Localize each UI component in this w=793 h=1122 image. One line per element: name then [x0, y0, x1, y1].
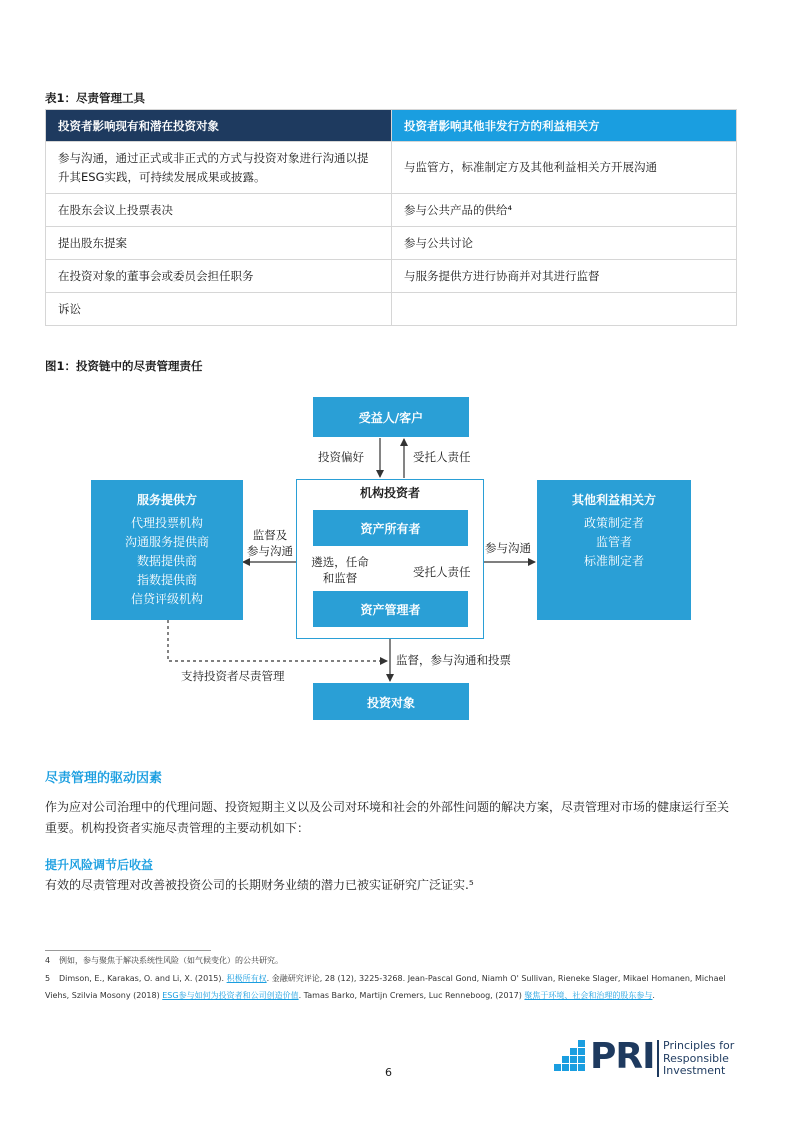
logo-square [562, 1056, 569, 1063]
page-number: 6 [385, 1066, 392, 1079]
other-stakeholders-box [537, 480, 691, 620]
section-title: 尽责管理的驱动因素 [45, 771, 163, 786]
investment-pref-label: 投资偏好 [318, 450, 364, 464]
pri-logo [554, 1036, 744, 1078]
footnote-link[interactable]: ESG参与如何为投资者和公司创造价值 [162, 991, 299, 1000]
service-provider-item: 沟通服务提供商 [124, 535, 209, 549]
logo-line: Principles for [663, 1039, 735, 1052]
logo-line: Investment [663, 1064, 726, 1077]
other-stakeholders-item: 政策制定者 [583, 516, 644, 530]
fiduciary-mid-label: 受托人责任 [413, 565, 471, 579]
service-provider-title: 服务提供方 [136, 493, 197, 507]
table-cell: 在投资对象的董事会或委员会担任职务 [46, 260, 392, 293]
footnote-4 [45, 952, 740, 969]
footnote-text: Dimson, E., Karakas, O. and Li, X. (2015). [59, 974, 227, 983]
footnote-text: . [652, 991, 655, 1000]
footnote-text: . 金融研究评论, 28 (12), 3225-3268. Jean-Pascal Gond, Niamh O' Sullivan, Rieneke Slager, Mikael Homanen, Michael Viehs, Szilvia Mosony (2018) [45, 974, 726, 1000]
table-cell: 在股东会议上投票表决 [46, 194, 392, 227]
beneficiary-label: 受益人/客户 [358, 411, 424, 425]
monitor-engage-label: 监督及 参与沟通 [247, 528, 293, 558]
footnote-number: 5 [45, 974, 51, 983]
service-provider-item: 信贷评级机构 [130, 592, 203, 606]
footnote-text: . Tamas Barko, Martijn Cremers, Luc Renneboog, (2017) [298, 991, 525, 1000]
monitor-vote-label: 监督，参与沟通和投票 [396, 653, 511, 667]
other-stakeholders-item: 监管者 [595, 535, 632, 549]
logo-square [578, 1056, 585, 1063]
table-cell: 参与沟通，通过正式或非正式的方式与投资对象进行沟通以提升其ESG实践，可持续发展成果或披露。 [46, 142, 392, 194]
figure-title: 图1：投资链中的尽责管理责任 [45, 359, 203, 373]
table-header: 投资者影响其他非发行方的利益相关方 [392, 110, 737, 142]
logo-words [663, 1040, 734, 1078]
logo-square [578, 1048, 585, 1055]
service-provider-box [91, 480, 243, 620]
table-title: 表1：尽责管理工具 [45, 91, 146, 105]
select-appoint-label: 遴选，任命 和监督 [311, 555, 369, 585]
logo-square [570, 1056, 577, 1063]
section-paragraph: 作为应对公司治理中的代理问题、投资短期主义以及公司对环境和社会的外部性问题的解决方案，尽责管理对市场的健康运行至关重要。机构投资者实施尽责管理的主要动机如下： [45, 800, 730, 835]
logo-text: PRI [590, 1036, 655, 1077]
asset-manager-label: 资产管理者 [360, 603, 421, 617]
table-cell: 与监管方，标准制定方及其他利益相关方开展沟通 [392, 142, 737, 194]
engage-right-label: 参与沟通 [485, 541, 531, 555]
service-provider-item: 代理投票机构 [130, 516, 203, 530]
logo-divider [657, 1040, 659, 1077]
footnote-5 [45, 970, 740, 1004]
table-cell: 提出股东提案 [46, 227, 392, 260]
investee-label: 投资对象 [366, 696, 415, 710]
service-provider-item: 指数提供商 [136, 573, 197, 587]
support-stewardship-label: 支持投资者尽责管理 [181, 669, 285, 683]
beneficiary-box [313, 397, 469, 437]
table-cell: 参与公共产品的供给⁴ [392, 194, 737, 227]
asset-owner-box [313, 510, 468, 546]
other-stakeholders-title: 其他利益相关方 [571, 493, 656, 507]
footnote-divider [45, 950, 211, 951]
table-header: 投资者影响现有和潜在投资对象 [46, 110, 392, 142]
logo-square [578, 1040, 585, 1047]
logo-square [570, 1064, 577, 1071]
logo-square [578, 1064, 585, 1071]
table-cell: 参与公共讨论 [392, 227, 737, 260]
service-provider-item: 数据提供商 [136, 554, 197, 568]
subsection-title: 提升风险调节后收益 [45, 858, 154, 872]
logo-square [570, 1048, 577, 1055]
footnote-text: 例如，参与聚焦于解决系统性风险（如气候变化）的公共研究。 [59, 956, 283, 965]
logo-square [554, 1064, 561, 1071]
institutional-investor-label: 机构投资者 [359, 486, 420, 500]
footnote-link[interactable]: 积极所有权 [226, 974, 267, 983]
investee-box [313, 683, 469, 720]
footnote-link[interactable]: 聚焦于环境、社会和治理的股东参与 [524, 991, 653, 1000]
asset-manager-box [313, 591, 468, 627]
footnote-number: 4 [45, 956, 51, 965]
table-cell: 与服务提供方进行协商并对其进行监督 [392, 260, 737, 293]
logo-line: Responsible [663, 1051, 729, 1065]
fiduciary-top-label: 受托人责任 [413, 450, 471, 464]
logo-square [562, 1064, 569, 1071]
other-stakeholders-item: 标准制定者 [583, 554, 644, 568]
table-cell: 诉讼 [46, 293, 392, 326]
asset-owner-label: 资产所有者 [360, 522, 421, 536]
subsection-paragraph: 有效的尽责管理对改善被投资公司的长期财务业绩的潜力已被实证研究广泛证实.⁵ [45, 878, 474, 892]
